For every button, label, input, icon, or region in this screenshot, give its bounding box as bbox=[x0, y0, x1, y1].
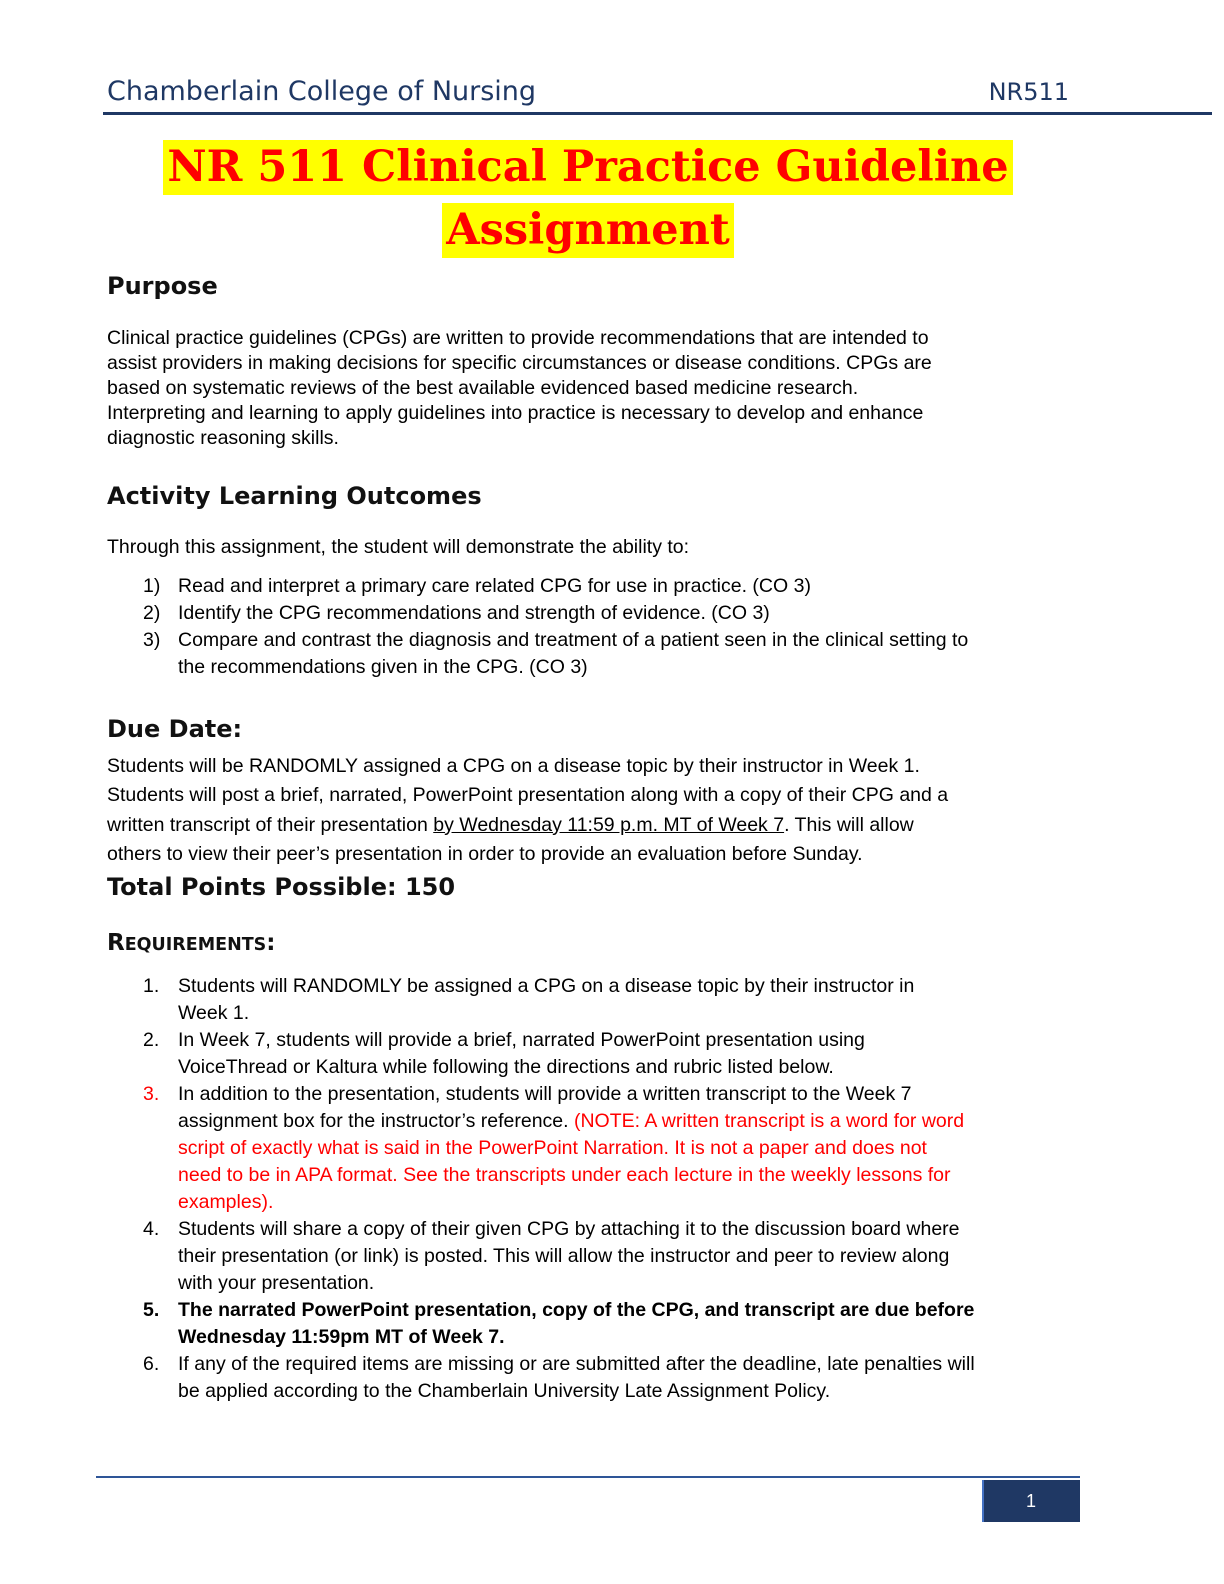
list-text: VoiceThread or Kaltura while following the directions and rubric listed below. bbox=[178, 1056, 834, 1078]
list-text: Students will share a copy of their given CPG by attaching it to the discussion board where bbox=[178, 1218, 960, 1240]
total-points-heading: Total Points Possible: 150 bbox=[107, 873, 456, 901]
list-item bbox=[107, 973, 1067, 1027]
purpose-heading: Purpose bbox=[107, 272, 218, 300]
outcomes-list bbox=[107, 573, 1067, 681]
purpose-line: assist providers in making decisions for specific circumstances or disease conditions. CPGs are bbox=[107, 352, 932, 374]
list-text-continued: the recommendations given in the CPG. (CO 3) bbox=[178, 656, 588, 678]
title-line-1: NR 511 Clinical Practice Guideline bbox=[163, 140, 1012, 195]
list-item bbox=[107, 600, 1067, 627]
page-number-box bbox=[982, 1480, 1080, 1522]
requirements-heading-initial: R bbox=[107, 930, 125, 956]
transcript-note: need to be in APA format. See the transcripts under each lecture in the weekly lessons for bbox=[178, 1164, 951, 1186]
requirements-list bbox=[107, 973, 1067, 1405]
due-deadline: by Wednesday 11:59 p.m. MT of Week 7 bbox=[433, 813, 785, 836]
purpose-paragraph bbox=[107, 326, 1067, 451]
list-item bbox=[107, 1027, 1067, 1081]
outcomes-intro: Through this assignment, the student will demonstrate the ability to: bbox=[107, 536, 690, 558]
list-text: In Week 7, students will provide a brief, narrated PowerPoint presentation using bbox=[178, 1029, 865, 1051]
list-text: their presentation (or link) is posted. This will allow the instructor and peer to review along bbox=[178, 1245, 950, 1267]
header-rule bbox=[103, 112, 1212, 115]
document-title bbox=[100, 140, 1076, 266]
list-number: 3. bbox=[143, 1083, 160, 1105]
list-text: Compare and contrast the diagnosis and treatment of a patient seen in the clinical setting to bbox=[178, 629, 969, 651]
requirements-heading-rest: EQUIREMENTS bbox=[124, 935, 267, 955]
list-text: In addition to the presentation, students will provide a written transcript to the Week 7 bbox=[178, 1083, 912, 1105]
transcript-note: (NOTE: A written transcript is a word for word bbox=[573, 1110, 965, 1132]
due-date-heading: Due Date: bbox=[107, 715, 243, 743]
list-text: be applied according to the Chamberlain University Late Assignment Policy. bbox=[178, 1380, 831, 1402]
course-code: NR511 bbox=[988, 78, 1069, 106]
due-date-text: written transcript of their presentation bbox=[107, 813, 434, 836]
list-item bbox=[107, 627, 1067, 681]
requirements-heading-colon: : bbox=[266, 930, 276, 956]
list-text: Wednesday 11:59pm MT of Week 7. bbox=[178, 1326, 505, 1348]
list-text bbox=[178, 1108, 1067, 1135]
list-text-part: assignment box for the instructor’s reference. bbox=[178, 1110, 574, 1132]
list-item bbox=[107, 1216, 1067, 1297]
list-number: 6. bbox=[143, 1353, 160, 1375]
list-number: 1. bbox=[143, 975, 160, 997]
list-item bbox=[107, 573, 1067, 600]
due-date-line: Students will be RANDOMLY assigned a CPG on a disease topic by their instructor in Week 1. bbox=[107, 755, 920, 777]
list-number: 1) bbox=[143, 575, 161, 597]
list-number: 2. bbox=[143, 1029, 160, 1051]
list-item bbox=[107, 1297, 1067, 1351]
purpose-line: based on systematic reviews of the best available evidenced based medicine research. bbox=[107, 377, 859, 399]
transcript-note: examples). bbox=[178, 1191, 274, 1213]
page-header bbox=[107, 72, 1069, 112]
list-number: 2) bbox=[143, 602, 161, 624]
purpose-line: Clinical practice guidelines (CPGs) are written to provide recommendations that are intended to bbox=[107, 327, 929, 349]
college-name: Chamberlain College of Nursing bbox=[107, 76, 537, 107]
list-text: Read and interpret a primary care related CPG for use in practice. (CO 3) bbox=[178, 575, 811, 597]
title-line-2: Assignment bbox=[442, 203, 733, 258]
list-number: 4. bbox=[143, 1218, 160, 1240]
requirements-heading bbox=[107, 930, 275, 956]
list-text: with your presentation. bbox=[178, 1272, 375, 1294]
footer-rule bbox=[96, 1476, 1080, 1478]
page-number: 1 bbox=[1025, 1490, 1036, 1511]
due-date-text: . This will allow bbox=[784, 813, 914, 836]
list-item bbox=[107, 1351, 1067, 1405]
list-item bbox=[107, 1081, 1067, 1216]
due-date-paragraph bbox=[107, 752, 1067, 869]
list-number: 5. bbox=[143, 1299, 160, 1321]
due-date-line bbox=[107, 811, 1067, 840]
purpose-line: Interpreting and learning to apply guidelines into practice is necessary to develop and enhance bbox=[107, 402, 924, 424]
list-text: Week 1. bbox=[178, 1002, 250, 1024]
transcript-note: script of exactly what is said in the PowerPoint Narration. It is not a paper and does not bbox=[178, 1137, 927, 1159]
due-date-line: Students will post a brief, narrated, PowerPoint presentation along with a copy of their CPG and a bbox=[107, 784, 949, 807]
list-text: If any of the required items are missing or are submitted after the deadline, late penalties will bbox=[178, 1353, 975, 1375]
list-text: Identify the CPG recommendations and strength of evidence. (CO 3) bbox=[178, 602, 770, 624]
due-date-line: others to view their peer’s presentation in order to provide an evaluation before Sunday. bbox=[107, 842, 863, 865]
page-box-accent bbox=[982, 1480, 984, 1522]
list-text: Students will RANDOMLY be assigned a CPG on a disease topic by their instructor in bbox=[178, 975, 915, 997]
list-text: The narrated PowerPoint presentation, copy of the CPG, and transcript are due before bbox=[178, 1299, 975, 1321]
outcomes-heading: Activity Learning Outcomes bbox=[107, 482, 482, 510]
purpose-line: diagnostic reasoning skills. bbox=[107, 427, 339, 449]
list-number: 3) bbox=[143, 629, 161, 651]
